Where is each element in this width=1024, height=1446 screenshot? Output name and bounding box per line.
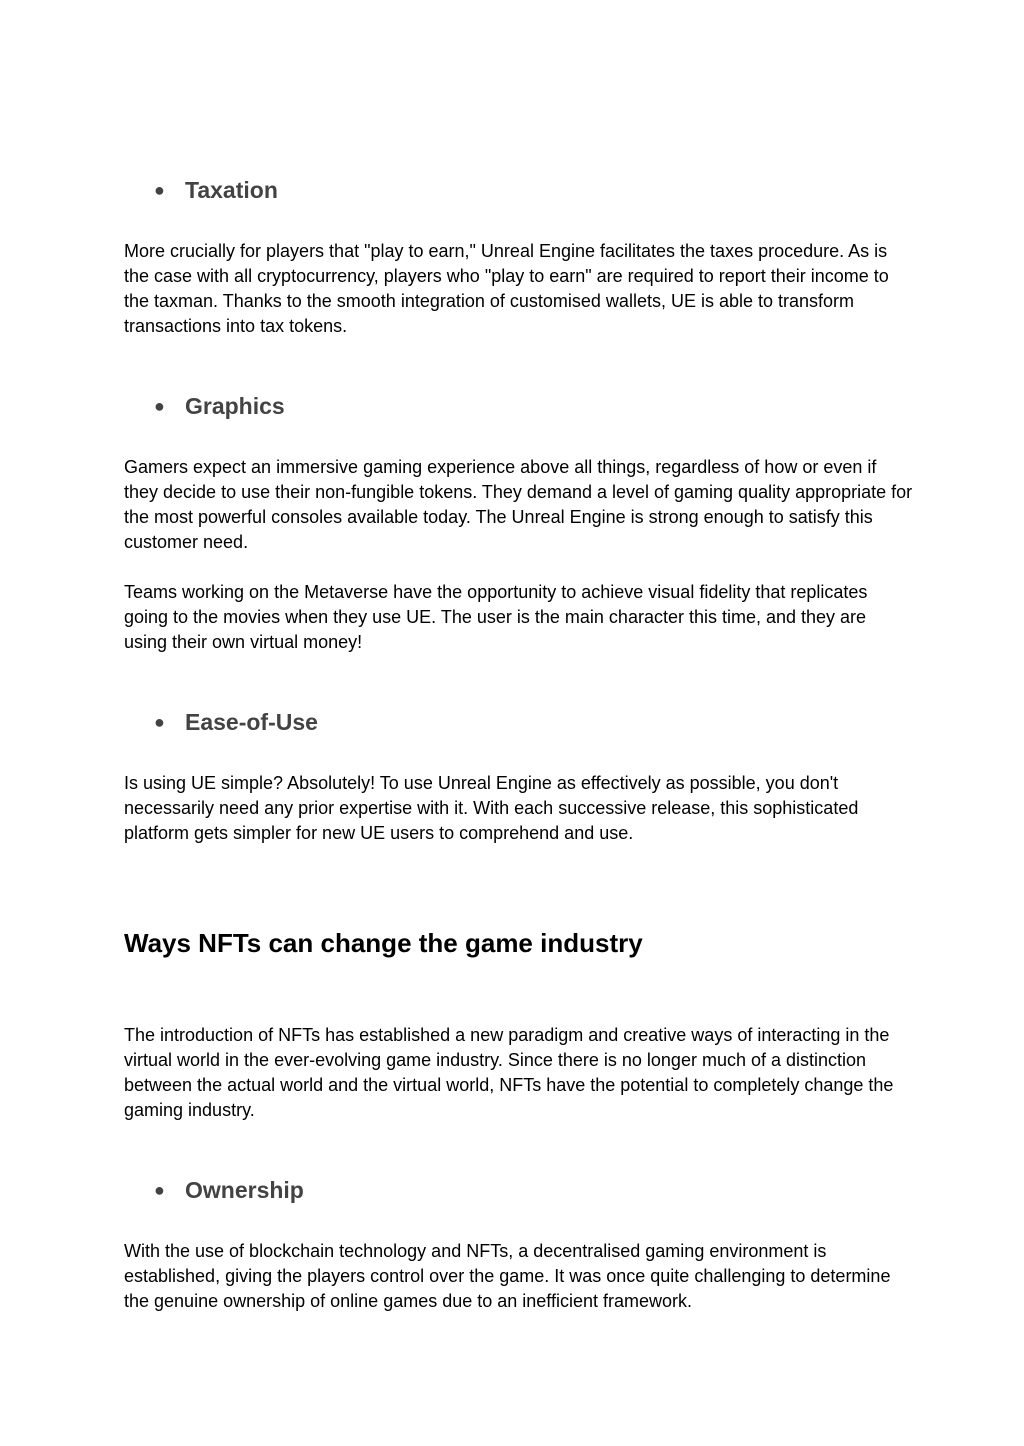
paragraph-taxation: More crucially for players that "play to earn," Unreal Engine facilitates the taxes procedure. As is the case with all cryptocurrency, players who "play to earn" are required to report their income to the taxman. Thanks to the smooth integration of customised wallets, UE is able to transform transactions into tax tokens. — [124, 241, 889, 336]
paragraph-graphics-1: Gamers expect an immersive gaming experience above all things, regardless of how or even if they decide to use their non-fungible tokens. They demand a level of gaming quality appropriate for the most powerful consoles available today. The Unreal Engine is strong enough to satisfy this customer need. — [124, 457, 913, 552]
paragraph-ease-of-use: Is using UE simple? Absolutely! To use Unreal Engine as effectively as possible, you don't necessarily need any prior expertise with it. With each successive release, this sophisticated platform gets simpler for new UE users to comprehend and use. — [124, 773, 859, 843]
heading-text: Ease-of-Use — [185, 709, 318, 735]
paragraph-ways-nfts: The introduction of NFTs has established a new paradigm and creative ways of interacting in the virtual world in the ever-evolving game industry. Since there is no longer much of a distinction between the actual world and the virtual world, NFTs have the potential to completely change the gaming industry. — [124, 1025, 894, 1120]
paragraph-ownership: With the use of blockchain technology and NFTs, a decentralised gaming environment is established, giving the players control over the game. It was once quite challenging to determine the genuine ownership of online games due to an inefficient framework. — [124, 1241, 891, 1311]
bullet-icon: ● — [154, 180, 165, 200]
heading-ownership — [154, 1176, 304, 1204]
paragraph-graphics-2: Teams working on the Metaverse have the opportunity to achieve visual fidelity that replicates going to the movies when they use UE. The user is the main character this time, and they are using their own virtual money! — [124, 582, 868, 652]
bullet-icon: ● — [154, 712, 165, 732]
heading-graphics — [154, 392, 285, 420]
heading-taxation — [154, 176, 278, 204]
section-title-ways-nfts: Ways NFTs can change the game industry — [124, 928, 643, 958]
heading-text: Taxation — [185, 177, 278, 203]
bullet-icon: ● — [154, 1180, 165, 1200]
bullet-icon: ● — [154, 396, 165, 416]
heading-text: Ownership — [185, 1177, 304, 1203]
heading-text: Graphics — [185, 393, 285, 419]
heading-ease-of-use — [154, 708, 318, 736]
